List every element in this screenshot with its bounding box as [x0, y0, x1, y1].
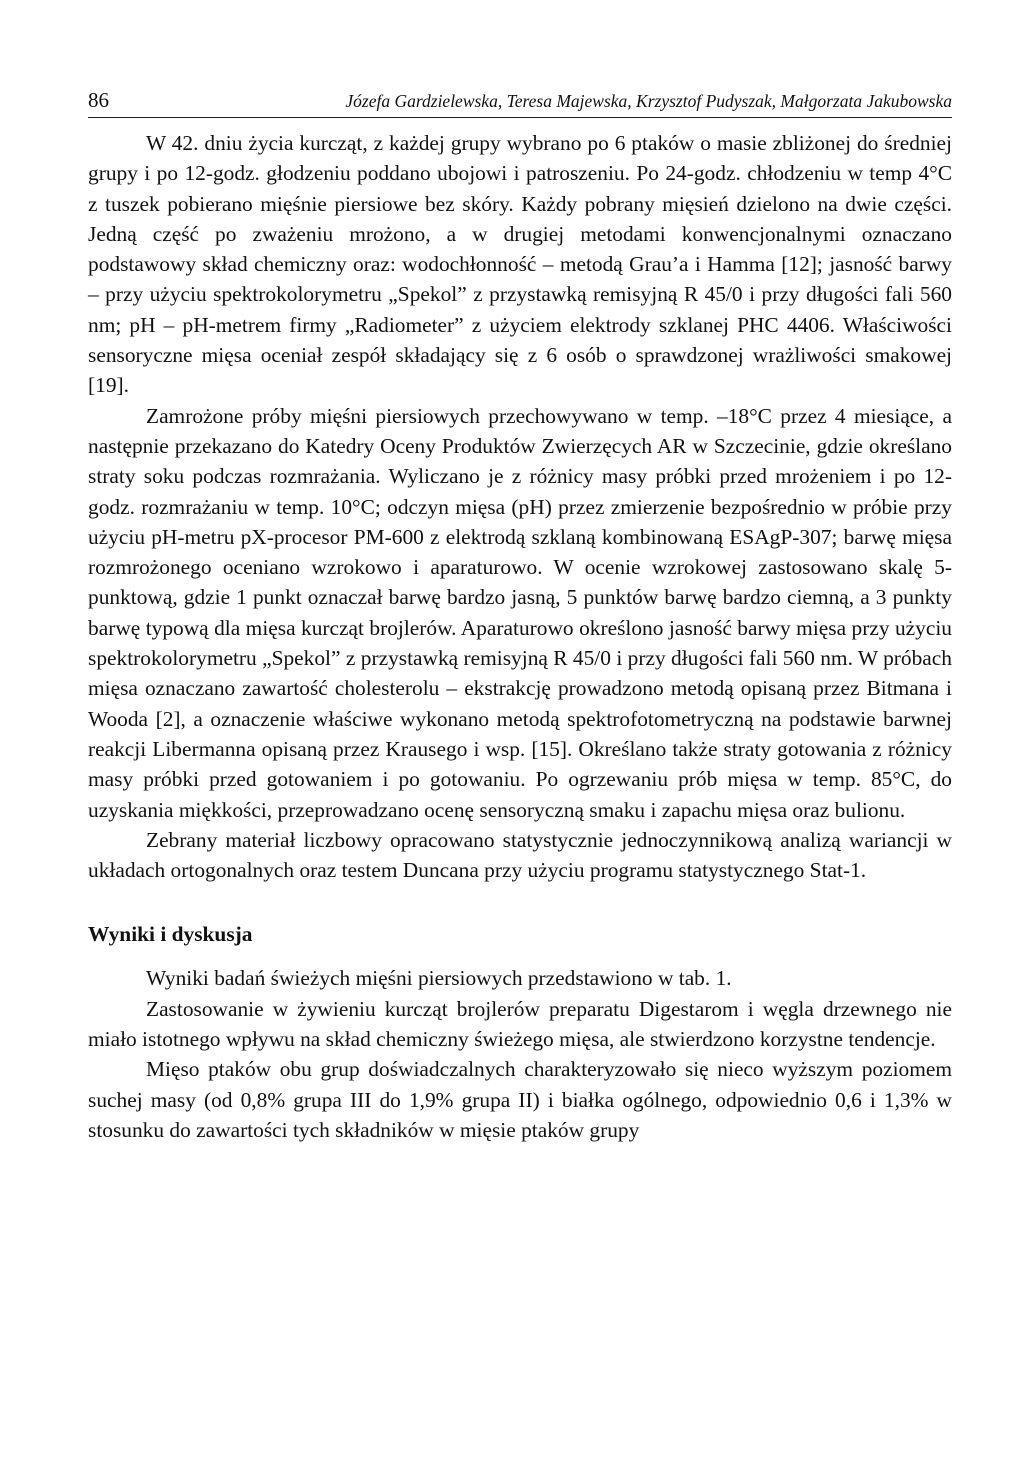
section-heading: Wyniki i dyskusja: [88, 922, 253, 947]
document-page: [88, 88, 952, 1145]
page-header: [88, 88, 952, 118]
results-paragraph-3: Mięso ptaków obu grup doświadczalnych charakteryzowało się nieco wyższym poziomem suchej masy (od 0,8% grupa III do 1,9% grupa II) i białka ogólnego, odpowiednio 0,6 i 1,3% w stosunku do zawartości tych składników w mięsie ptaków grupy: [88, 1057, 952, 1142]
results-paragraph-2: Zastosowanie w żywieniu kurcząt brojlerów preparatu Digestarom i węgla drzewnego nie miało istotnego wpływu na skład chemiczny świeżego mięsa, ale stwierdzono korzystne tendencje.: [88, 996, 952, 1052]
document-body: [88, 128, 952, 1145]
methods-paragraph-2: Zamrożone próby mięśni piersiowych przechowywano w temp. –18°C przez 4 miesiące, a następnie przekazano do Katedry Oceny Produktów Zwierzęcych AR w Szczecinie, gdzie określano straty soku podczas rozmrażania. Wyliczano je z różnicy masy próbki przed mrożeniem i po 12-godz. rozmrażaniu w temp. 10°C; odczyn mięsa (pH) przez zmierzenie bezpośrednio w próbie przy użyciu pH-metru pX-procesor PM-600 z elektrodą szklaną kombinowaną ESAgP-307; barwę mięsa rozmrożonego oceniano wzrokowo i aparaturowo. W ocenie wzrokowej zastosowano skalę 5-punktową, gdzie 1 punkt oznaczał barwę bardzo jasną, 5 punktów barwę bardzo ciemną, a 3 punkty barwę typową dla mięsa kurcząt brojlerów. Aparaturowo określono jasność barwy mięsa przy użyciu spektrokolorymetru „Spekol” z przystawką remisyjną R 45/0 i przy długości fali 560 nm. W próbach mięsa oznaczano zawartość cholesterolu – ekstrakcję prowadzono metodą opisaną przez Bitmana i Wooda [2], a oznaczenie właściwe wykonano metodą spektrofotometryczną na podstawie barwnej reakcji Libermanna opisaną przez Krausego i wsp. [15]. Określano także straty gotowania z różnicy masy próbki przed gotowaniem i po gotowaniu. Po ogrzewaniu prób mięsa w temp. 85°C, do uzyskania miękkości, przeprowadzano ocenę sensoryczną smaku i zapachu mięsa oraz bulionu.: [88, 403, 952, 822]
results-paragraph-1: Wyniki badań świeżych mięśni piersiowych przedstawiono w tab. 1.: [146, 966, 732, 991]
page-number: 86: [88, 88, 109, 112]
running-head: Józefa Gardzielewska, Teresa Majewska, Krzysztof Pudyszak, Małgorzata Jakubowska: [345, 91, 952, 111]
methods-paragraph-3: Zebrany materiał liczbowy opracowano statystycznie jednoczynnikową analizą wariancji w układach ortogonalnych oraz testem Duncana przy użyciu programu statystycznego Stat-1.: [88, 827, 952, 883]
methods-paragraph-1: W 42. dniu życia kurcząt, z każdej grupy wybrano po 6 ptaków o masie zbliżonej do średniej grupy i po 12-godz. głodzeniu poddano ubojowi i patroszeniu. Po 24-godz. chłodzeniu w temp 4°C z tuszek pobierano mięśnie piersiowe bez skóry. Każdy pobrany mięsień dzielono na dwie części. Jedną część po zważeniu mrożono, a w drugiej metodami konwencjonalnymi oznaczano podstawowy skład chemiczny oraz: wodochłonność – metodą Grau’a i Hamma [12]; jasność barwy – przy użyciu spektrokolorymetru „Spekol” z przystawką remisyjną R 45/0 i przy długości fali 560 nm; pH – pH-metrem firmy „Radiometer” z użyciem elektrody szklanej PHC 4406. Właściwości sensoryczne mięsa oceniał zespół składający się z 6 osób o sprawdzonej wrażliwości smakowej [19].: [88, 131, 952, 398]
